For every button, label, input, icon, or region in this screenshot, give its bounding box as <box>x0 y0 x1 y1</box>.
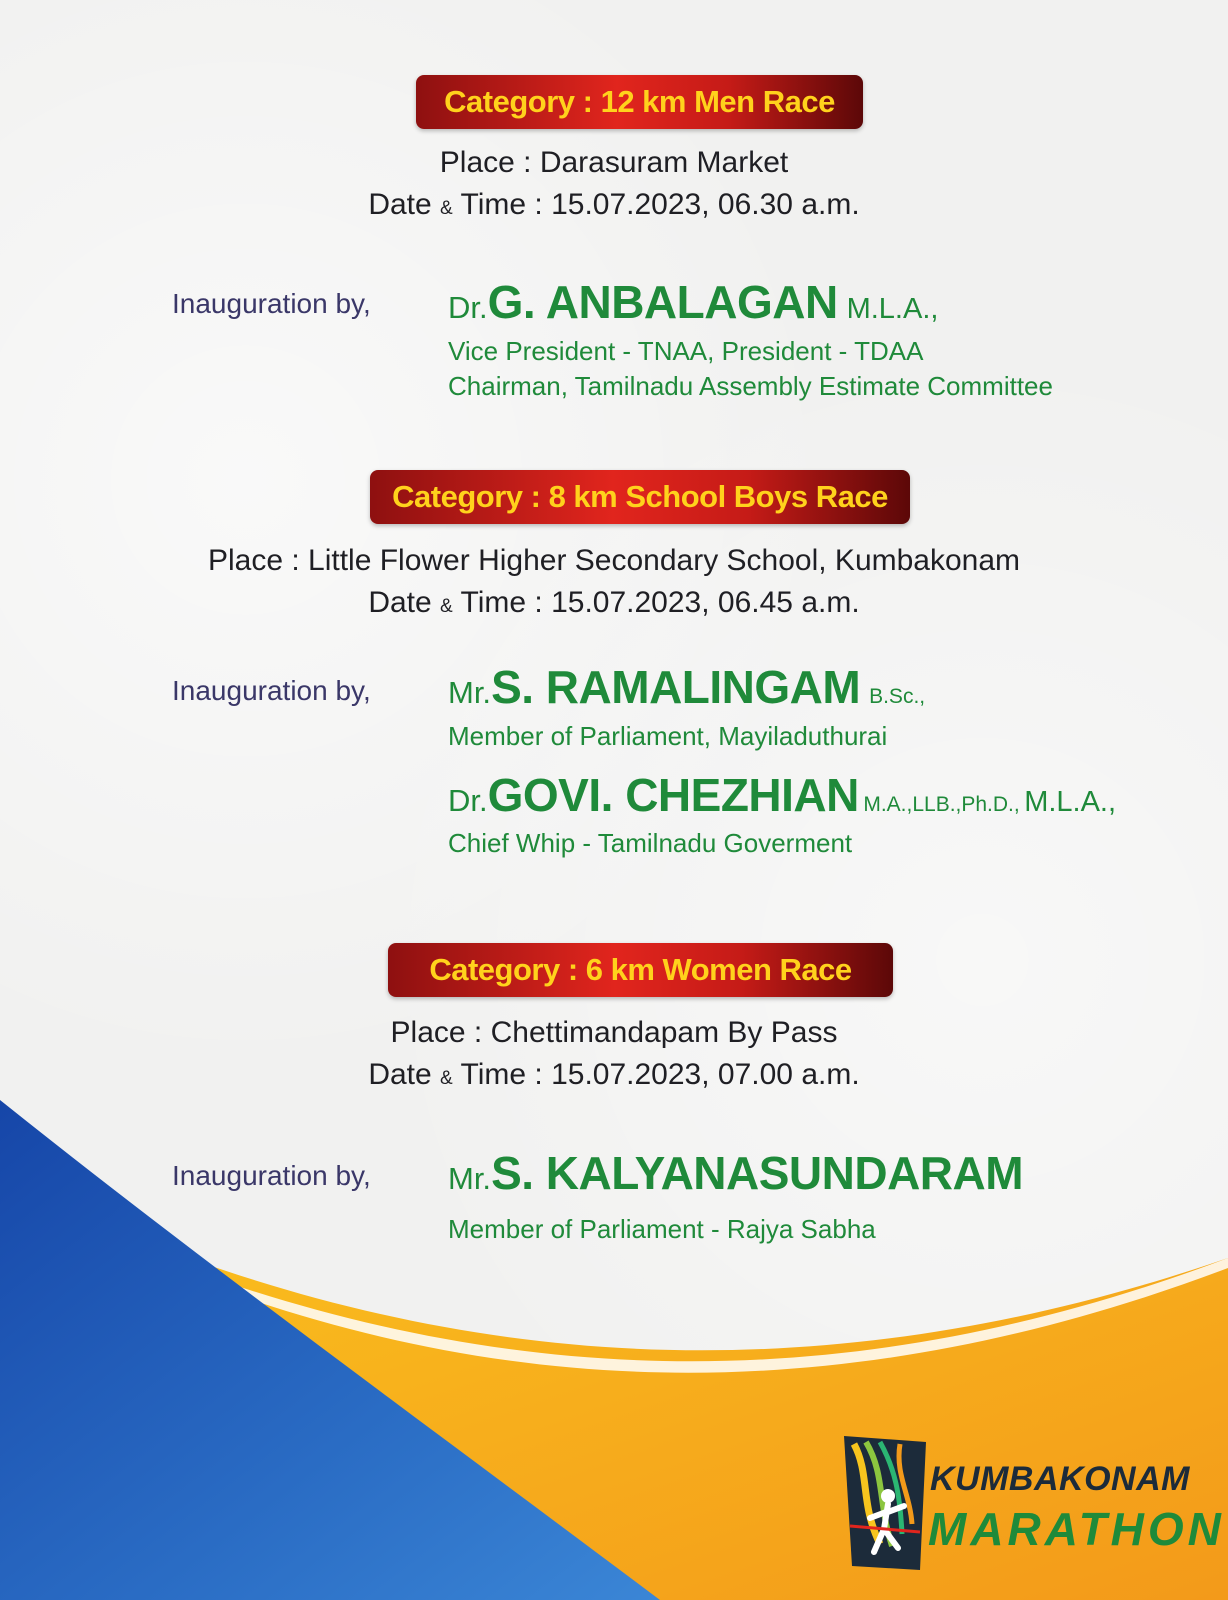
place-label: Place : <box>390 1016 483 1049</box>
place-line-2 <box>0 540 1228 582</box>
guest-name-ramalingam <box>448 660 925 714</box>
guest-role: Chief Whip - Tamilnadu Goverment <box>448 828 853 858</box>
guest-role: Member of Parliament - Rajya Sabha <box>448 1214 876 1244</box>
guest-title: Mr. <box>448 675 492 710</box>
logo-text-kumbakonam: KUMBAKONAM <box>930 1460 1190 1498</box>
guest-name-anbalagan <box>448 275 938 329</box>
ampersand: & <box>440 596 453 617</box>
place-label: Place : <box>207 544 300 577</box>
guest-quals: B.Sc., <box>869 685 926 708</box>
guest-quals: M.L.A., <box>1024 786 1117 818</box>
date-time-value: 15.07.2023, 06.45 a.m. <box>551 586 860 619</box>
ampersand: & <box>440 198 453 219</box>
date-time-value: 15.07.2023, 07.00 a.m. <box>551 1058 860 1091</box>
ampersand: & <box>440 1068 453 1089</box>
kumbakonam-marathon-logo <box>840 1434 1225 1574</box>
runner-emblem-icon <box>840 1434 930 1574</box>
guest-name: GOVI. CHEZHIAN <box>487 769 859 821</box>
guest-role: Member of Parliament, Mayiladuthurai <box>448 721 888 751</box>
guest-title: Dr. <box>448 783 488 818</box>
inauguration-label-2: Inauguration by, <box>172 675 371 706</box>
place-line-1 <box>0 142 1228 184</box>
guest-name-kalyanasundaram <box>448 1146 1023 1200</box>
time-label: Time : <box>460 188 543 221</box>
date-line-1 <box>0 184 1228 230</box>
place-value: Darasuram Market <box>539 146 789 179</box>
date-line-3 <box>0 1054 1228 1100</box>
guest-quals: M.L.A., <box>846 293 939 325</box>
inauguration-label-3: Inauguration by, <box>172 1160 371 1191</box>
inauguration-label-1: Inauguration by, <box>172 288 371 319</box>
time-label: Time : <box>460 1058 543 1091</box>
logo-text-marathon: MARATHON <box>928 1503 1225 1555</box>
guest-title: Mr. <box>448 1161 492 1196</box>
category-badge-1 <box>416 75 863 129</box>
date-label: Date <box>368 586 432 619</box>
place-line-3 <box>0 1012 1228 1054</box>
guest-name: S. RAMALINGAM <box>491 661 861 713</box>
guest-name-chezhian <box>448 768 1116 822</box>
guest-name: S. KALYANASUNDARAM <box>491 1147 1024 1199</box>
category-label: Category : 12 km Men Race <box>444 84 835 119</box>
category-badge-3 <box>388 943 893 997</box>
place-value: Chettimandapam By Pass <box>490 1016 838 1049</box>
date-time-value: 15.07.2023, 06.30 a.m. <box>551 188 860 221</box>
guest-role: Chairman, Tamilnadu Assembly Estimate Committee <box>448 371 1053 401</box>
time-label: Time : <box>460 586 543 619</box>
category-label: Category : 6 km Women Race <box>429 952 852 987</box>
place-label: Place : <box>439 146 532 179</box>
guest-name: G. ANBALAGAN <box>487 276 838 328</box>
guest-role: Vice President - TNAA, President - TDAA <box>448 336 924 366</box>
category-label: Category : 8 km School Boys Race <box>392 479 888 514</box>
guest-title: Dr. <box>448 290 488 325</box>
date-line-2 <box>0 582 1228 628</box>
date-label: Date <box>368 188 432 221</box>
place-value: Little Flower Higher Secondary School, Kumbakonam <box>308 544 1021 577</box>
guest-degrees: M.A.,LLB.,Ph.D., <box>863 793 1020 816</box>
category-badge-2 <box>370 470 910 524</box>
date-label: Date <box>368 1058 432 1091</box>
